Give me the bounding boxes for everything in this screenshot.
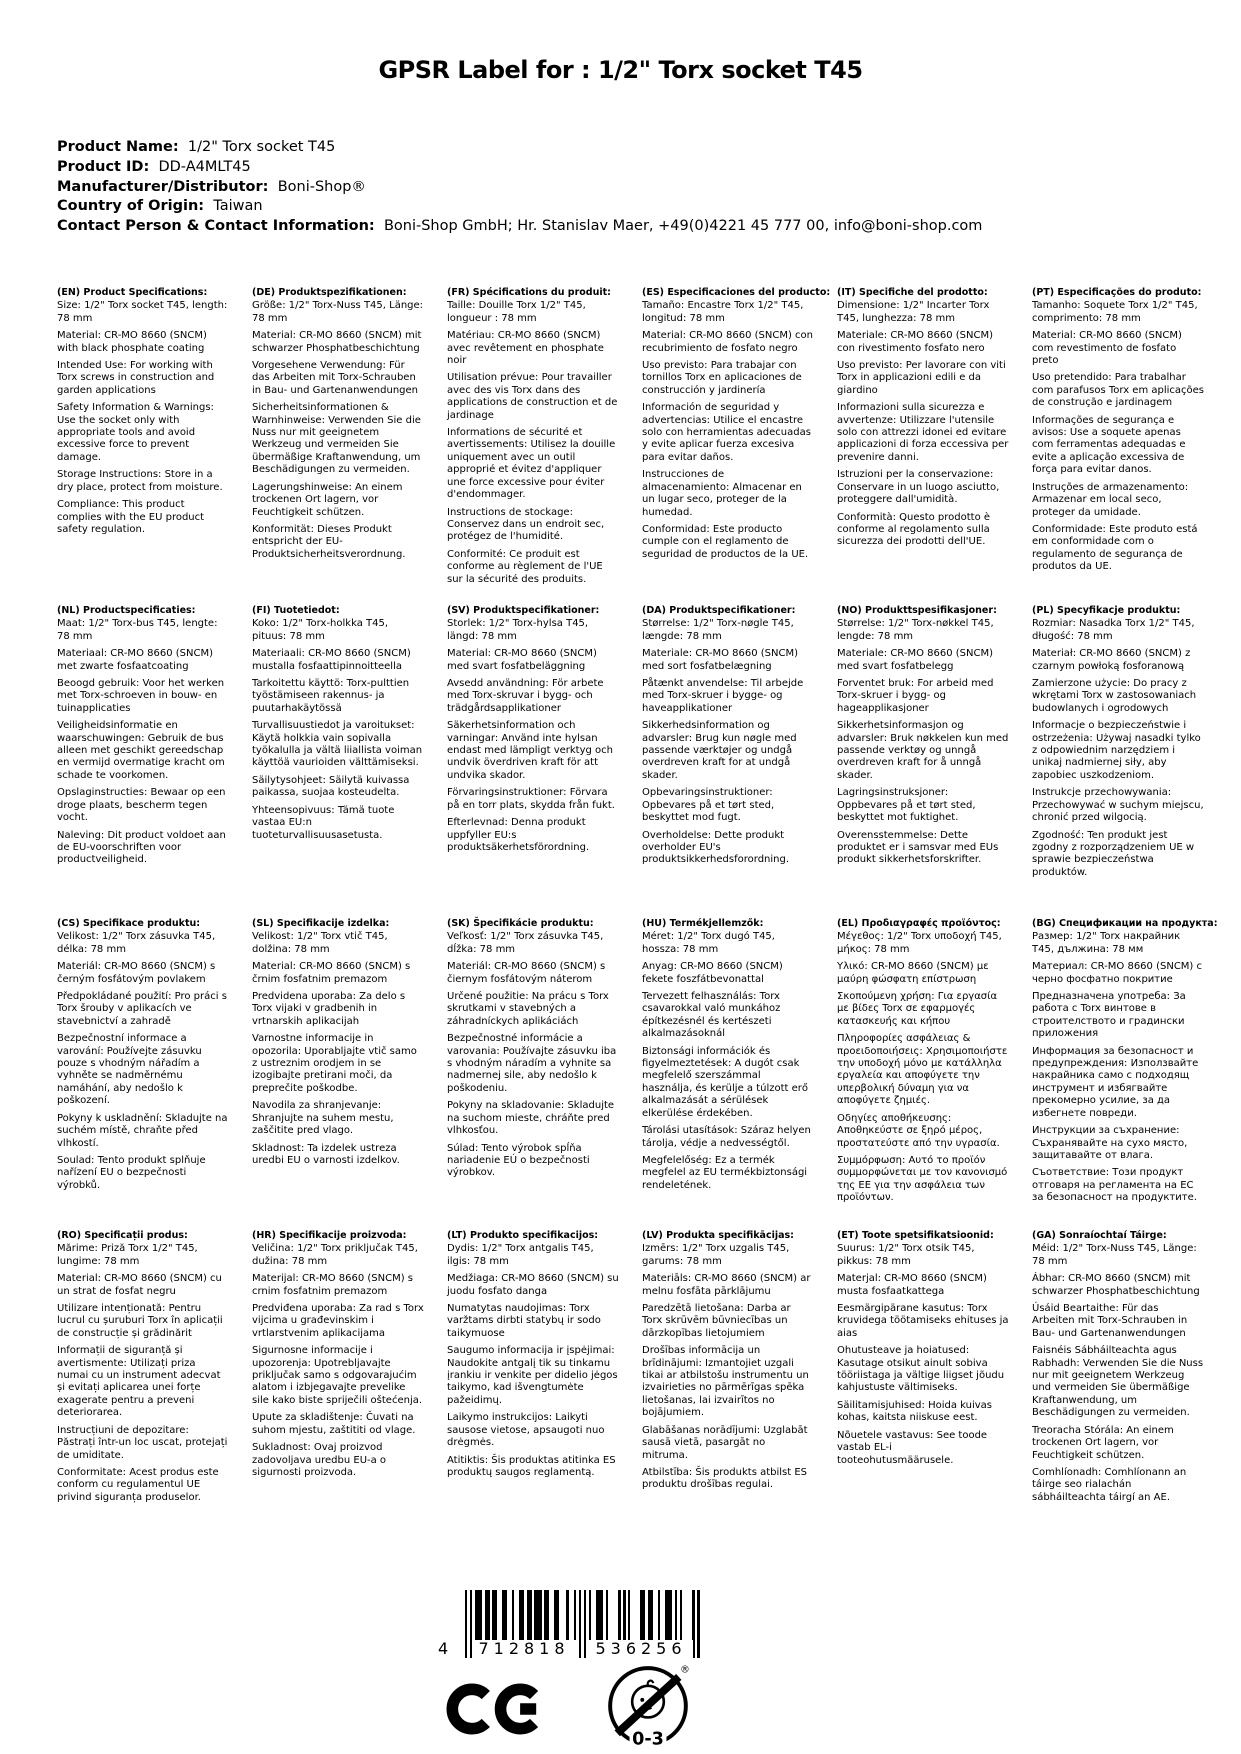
spec-paragraph: Conformidad: Este producto cumple con el reglamento de seguridad de productos de la UE. xyxy=(642,523,809,560)
barcode-bar xyxy=(618,1590,620,1645)
spec-paragraph: Pokyny na skladovanie: Skladujte na suchom mieste, chráňte pred vlhkosťou. xyxy=(447,1100,615,1137)
barcode-bar xyxy=(566,1590,568,1645)
spec-paragraph: Tamaño: Encastre Torx 1/2" T45, longitud: 78 mm xyxy=(642,300,804,324)
spec-paragraph: Tamanho: Soquete Torx 1/2" T45, comprimento: 78 mm xyxy=(1032,300,1198,324)
spec-paragraph: Materiale: CR-MO 8660 (SNCM) med svart fosfatbelegg xyxy=(837,648,994,672)
spec-paragraph: Uso pretendido: Para trabalhar com parafusos Torx em aplicações de construção e jardinagem xyxy=(1032,372,1205,409)
spec-heading: (EN) Product Specifications: xyxy=(57,287,208,298)
spec-paragraph: Súlad: Tento výrobok spĺňa nariadenie EÚ o bezpečnosti výrobkov. xyxy=(447,1142,590,1179)
spec-heading: (NO) Produkttspesifikasjoner: xyxy=(837,605,997,616)
spec-paragraph: Comhlíonadh: Comhlíonann an táirge seo rialachán sábháilteachta táirgí an AE. xyxy=(1032,1466,1187,1503)
spec-heading: (BG) Спецификации на продукта: xyxy=(1032,918,1218,929)
spec-block-es xyxy=(642,287,831,605)
spec-paragraph: Ábhar: CR-MO 8660 (SNCM) mit schwarzer Phosphatbeschichtung xyxy=(1032,1273,1200,1297)
spec-paragraph: Instrucțiuni de depozitare: Păstrați într-un loc uscat, protejați de umiditate. xyxy=(57,1424,228,1461)
spec-block-pl xyxy=(1032,605,1204,918)
field-value: Taiwan xyxy=(213,198,263,215)
spec-paragraph: Conformité: Ce produit est conforme au règlement de l'UE sur la sécurité des produits. xyxy=(447,548,603,585)
spec-heading: (FI) Tuotetiedot: xyxy=(252,605,340,616)
spec-paragraph: Förvaringsinstruktioner: Förvara på en torr plats, skydda från fukt. xyxy=(447,787,615,811)
barcode-bar xyxy=(697,1590,699,1658)
spec-heading: (EL) Προδιαγραφές προϊόντος: xyxy=(837,918,1001,929)
barcode-bar xyxy=(480,1590,482,1645)
barcode-bar xyxy=(628,1590,630,1645)
spec-paragraph: Инструкции за съхранение: Съхранявайте на сухо място, защитавайте от влага. xyxy=(1032,1125,1188,1161)
field-label: Product ID: xyxy=(57,158,150,175)
spec-paragraph: Paredzētā lietošana: Darba ar Torx skrūvēm būvniecības un dārzkopības lietojumiem xyxy=(642,1303,791,1339)
spec-block-it xyxy=(837,287,1009,605)
spec-heading: (RO) Specificații produs: xyxy=(57,1230,188,1241)
spec-block-sk xyxy=(447,918,619,1230)
spec-block-de xyxy=(252,287,424,605)
spec-paragraph: Conformitate: Acest produs este conform cu regulamentul UE privind siguranța produselor. xyxy=(57,1466,219,1503)
spec-paragraph: Anyag: CR-MO 8660 (SNCM) fekete foszfátbevonattal xyxy=(642,961,783,985)
spec-paragraph: Utilisation prévue: Pour travailler avec des vis Torx dans des applications de construction et de jardinage xyxy=(447,372,618,421)
spec-paragraph: Materiaal: CR-MO 8660 (SNCM) met zwarte fosfaatcoating xyxy=(57,648,213,672)
field-value: Boni-Shop® xyxy=(277,178,366,195)
spec-heading: (IT) Specifiche del prodotto: xyxy=(837,287,988,298)
spec-paragraph: Συμμόρφωση: Αυτό το προϊόν συμμορφώνεται με τον κανονισμό της ΕΕ για την ασφάλεια των προϊόντων. xyxy=(837,1154,1008,1204)
spec-paragraph: Compliance: This product complies with the EU product safety regulation. xyxy=(57,499,205,535)
spec-paragraph: Bezpečnostní informace a varování: Používejte zásuvku pouze s vhodným nářadím a vyhněte se nadměrnému namáhání, aby nedošlo k poškození. xyxy=(57,1033,202,1107)
spec-block-ro xyxy=(57,1230,229,1509)
spec-heading: (ES) Especificaciones del producto: xyxy=(642,287,831,298)
spec-heading: (PL) Specyfikacje produktu: xyxy=(1032,605,1181,616)
barcode-bar xyxy=(680,1590,682,1645)
spec-paragraph: Storlek: 1/2" Torx-hylsa T45, längd: 78 mm xyxy=(447,618,589,642)
spec-paragraph: Tarkoitettu käyttö: Torx-pulttien työstämiseen rakennus- ja puutarhakäytössä xyxy=(252,678,410,714)
barcode-bar xyxy=(650,1590,652,1645)
barcode-bar xyxy=(658,1590,660,1645)
spec-block-sl xyxy=(252,918,424,1230)
spec-paragraph: Overensstemmelse: Dette produktet er i samsvar med EUs produkt sikkerhetsforskrifter. xyxy=(837,829,999,866)
barcode-bar xyxy=(584,1590,586,1658)
spec-paragraph: Veľkosť: 1/2" Torx zásuvka T45, dĺžka: 78 mm xyxy=(447,931,604,955)
spec-paragraph: Informacje o bezpieczeństwie i ostrzeżenia: Używaj nasadki tylko z odpowiednim narzędziem i unikaj nadmiernej siły, aby zapobiec uszkodzeniom. xyxy=(1032,720,1201,781)
product-info-row xyxy=(57,217,1187,237)
spec-heading: (CS) Specifikace produktu: xyxy=(57,918,201,929)
spec-paragraph: Säkerhetsinformation och varningar: Använd inte hylsan endast med lämpligt verktyg och undvik överdriven kraft för att undvika skador. xyxy=(447,720,613,781)
spec-paragraph: Uso previsto: Para trabajar con tornillos Torx en aplicaciones de construcción y jardinería xyxy=(642,360,802,396)
spec-paragraph: Laikymo instrukcijos: Laikyti sausose vietose, apsaugoti nuo drėgmės. xyxy=(447,1412,605,1449)
spec-paragraph: Instructions de stockage: Conservez dans un endroit sec, protégez de l'humidité. xyxy=(447,506,605,543)
spec-block-hu xyxy=(642,918,814,1230)
spec-paragraph: Navodila za shranjevanje: Shranjujte na suhem mestu, zaščitite pred vlago. xyxy=(252,1100,394,1137)
spec-paragraph: Materjal: CR-MO 8660 (SNCM) musta fosfaatkattega xyxy=(837,1273,987,1297)
spec-paragraph: Påtænkt anvendelse: Til arbejde med Torx-skruer i bygge- og haveapplikationer xyxy=(642,678,804,714)
spec-block-fr xyxy=(447,287,619,605)
spec-block-fi xyxy=(252,605,424,918)
spec-paragraph: Velikost: 1/2" Torx zásuvka T45, délka: 78 mm xyxy=(57,931,216,955)
spec-paragraph: Suurus: 1/2" Torx otsik T45, pikkus: 78 mm xyxy=(837,1243,975,1267)
field-value: 1/2" Torx socket T45 xyxy=(187,139,336,155)
spec-heading: (HR) Specifikacije proizvoda: xyxy=(252,1230,407,1241)
spec-heading: (SL) Specifikacije izdelka: xyxy=(252,918,390,929)
spec-heading: (HU) Termékjellemzők: xyxy=(642,918,764,929)
spec-paragraph: Konformität: Dieses Produkt entspricht der EU-Produktsicherheitsverordnung. xyxy=(252,523,406,560)
spec-paragraph: Soulad: Tento produkt splňuje nařízení EU o bezpečnosti výrobků. xyxy=(57,1154,206,1191)
spec-block-lt xyxy=(447,1230,619,1509)
spec-paragraph: Koko: 1/2" Torx-holkka T45, pituus: 78 mm xyxy=(252,618,389,642)
spec-paragraph: Ohutusteave ja hoiatused: Kasutage otsikut ainult sobiva tööriistaga ja vältige liigset jõudu kahjustuste vältimiseks. xyxy=(837,1345,1005,1394)
spec-paragraph: Material: CR-MO 8660 (SNCM) med svart fosfatbeläggning xyxy=(447,648,597,672)
spec-paragraph: Størrelse: 1/2" Torx-nøgle T45, længde: 78 mm xyxy=(642,618,794,642)
ce-mark-icon xyxy=(446,1680,546,1742)
spec-paragraph: Bezpečnostné informácie a varovania: Používajte zásuvku iba s vhodným náradím a vyhnite sa nadmernej sile, aby nedošlo k poškodeniu. xyxy=(447,1033,617,1094)
spec-paragraph: Velikost: 1/2" Torx vtič T45, dolžina: 78 mm xyxy=(252,931,388,955)
spec-paragraph: Forventet bruk: For arbeid med Torx-skruer i bygg- og hageapplikasjoner xyxy=(837,678,994,714)
spec-paragraph: Treoracha Stórála: An einem trockenen Ort lagern, vor Feuchtigkeit schützen. xyxy=(1032,1424,1174,1461)
field-value: Boni-Shop GmbH; Hr. Stanislav Maer, +49(0)4221 45 777 00, info@boni-shop.com xyxy=(383,218,983,235)
spec-paragraph: Atbilstība: Šis produkts atbilst ES produktu drošības regulai. xyxy=(642,1466,808,1491)
spec-paragraph: Material: CR-MO 8660 (SNCM) con recubrimiento de fosfato negro xyxy=(642,330,813,354)
spec-block-bg xyxy=(1032,918,1218,1230)
spec-paragraph: Size: 1/2" Torx socket T45, length: 78 mm xyxy=(57,300,228,324)
spec-paragraph: Material: CR-MO 8660 (SNCM) with black phosphate coating xyxy=(57,330,207,354)
spec-paragraph: Predviđena uporaba: Za rad s Torx vijcima u građevinskim i vrtlarstvenim aplikacijama xyxy=(252,1303,424,1339)
spec-heading: (GA) Sonraíochtaí Táirge: xyxy=(1032,1230,1167,1241)
barcode-bar xyxy=(574,1590,576,1645)
spec-paragraph: Opslaginstructies: Bewaar op een droge plaats, bescherm tegen vocht. xyxy=(57,787,226,824)
spec-paragraph: Saugumo informacija ir įspėjimai: Naudokite antgalį tik su tinkamu įrankiu ir venkite per didelio jėgos taikymo, kad išvengtumėte pažeidimų. xyxy=(447,1345,618,1406)
spec-paragraph: Numatytas naudojimas: Torx varžtams dirbti statybų ir sodo taikymuose xyxy=(447,1303,601,1339)
spec-paragraph: Instruções de armazenamento: Armazenar em local seco, proteger da umidade. xyxy=(1032,481,1189,518)
spec-paragraph: Πληροφορίες ασφάλειας & προειδοποιήσεις: Χρησιμοποιήστε την υποδοχή μόνο με κατάλληλα εργαλεία και αποφύγετε την υπερβολική δύναμη για να αποφύγετε ζημιές. xyxy=(837,1033,1008,1107)
spec-heading: (DE) Produktspezifikationen: xyxy=(252,287,407,298)
spec-paragraph: Předpokládané použití: Pro práci s Torx šrouby v aplikacích ve stavebnictví a zahradě xyxy=(57,991,227,1027)
spec-paragraph: Οδηγίες αποθήκευσης: Αποθηκεύστε σε ξηρό μέρος, προστατεύστε από την υγρασία. xyxy=(837,1112,1000,1149)
spec-paragraph: Materijal: CR-MO 8660 (SNCM) s crnim fosfatnim premazom xyxy=(252,1273,414,1297)
spec-block-sv xyxy=(447,605,619,918)
spec-paragraph: Informações de segurança e avisos: Use a soquete apenas com ferramentas adequadas e evite a aplicação excessiva de força para evitar danos. xyxy=(1032,414,1186,476)
spec-paragraph: Materiaali: CR-MO 8660 (SNCM) mustalla fosfaattipinnoitteella xyxy=(252,648,411,672)
spec-paragraph: Съответствие: Този продукт отговаря на регламента на ЕС за безопасност на продуктите. xyxy=(1032,1167,1197,1204)
spec-paragraph: Informații de siguranță și avertismente: Utilizați priza numai cu un instrument adecvat și evitați aplicarea unei forțe exagerate pentru a preveni deteriorarea. xyxy=(57,1345,221,1419)
spec-paragraph: Rozmiar: Nasadka Torx 1/2" T45, długość: 78 mm xyxy=(1032,618,1195,642)
field-label: Manufacturer/Distributor: xyxy=(57,178,269,195)
spec-block-ga xyxy=(1032,1230,1204,1509)
spec-paragraph: Материал: CR-MO 8660 (SNCM) с черно фосфатно покритие xyxy=(1032,961,1203,985)
spec-paragraph: Uso previsto: Per lavorare con viti Torx in applicazioni edili e da giardino xyxy=(837,360,1006,396)
spec-paragraph: Vorgesehene Verwendung: Für das Arbeiten mit Torx-Schrauben in Bau- und Gartenanwendungen xyxy=(252,360,419,396)
spec-paragraph: Säilitamisjuhised: Hoida kuivas kohas, kaitsta niiskuse eest. xyxy=(837,1399,993,1424)
spec-heading: (LT) Produkto specifikacijos: xyxy=(447,1230,599,1241)
barcode-bar xyxy=(601,1590,603,1645)
spec-grid xyxy=(57,287,1218,1509)
barcode-first-digit: 4 xyxy=(438,1639,449,1658)
spec-paragraph: Sikkerhetsinformasjon og advarsler: Bruk nøkkelen kun med passende verktøy og unngå overdreven kraft for å unngå skader. xyxy=(837,720,1009,781)
spec-paragraph: Sikkerhedsinformation og advarsler: Brug kun nøgle med passende værktøjer og undgå overdreven kraft for at undgå skader. xyxy=(642,720,797,781)
spec-paragraph: Skladnost: Ta izdelek ustreza uredbi EU o varnosti izdelkov. xyxy=(252,1142,400,1166)
spec-paragraph: Veličina: 1/2" Torx priključak T45, dužina: 78 mm xyxy=(252,1243,418,1267)
spec-paragraph: Μέγεθος: 1/2" Torx υποδοχή T45, μήκος: 78 mm xyxy=(837,931,1002,955)
spec-paragraph: Zamierzone użycie: Do pracy z wkrętami Torx w zastosowaniach budowlanych i ogrodowych xyxy=(1032,678,1197,714)
product-info-row xyxy=(57,178,1187,198)
spec-paragraph: Lagringsinstruksjoner: Oppbevares på et tørt sted, beskyttet mot fuktighet. xyxy=(837,787,976,824)
spec-paragraph: Sukladnost: Ovaj proizvod zadovoljava uredbu EU-a o sigurnosti proizvoda. xyxy=(252,1442,387,1478)
age-warning-icon xyxy=(604,1662,692,1754)
barcode-bar xyxy=(487,1590,489,1645)
spec-paragraph: Intended Use: For working with Torx screws in construction and garden applications xyxy=(57,360,215,396)
spec-paragraph: Materiāls: CR-MO 8660 (SNCM) ar melnu fosfāta pārklājumu xyxy=(642,1273,811,1297)
barcode-bar xyxy=(495,1590,497,1645)
spec-paragraph: Yhteensopivuus: Tämä tuote vastaa EU:n tuoteturvallisuusasetusta. xyxy=(252,804,395,841)
spec-heading: (NL) Productspecificaties: xyxy=(57,605,196,616)
barcode-bar xyxy=(623,1590,625,1645)
spec-paragraph: Storage Instructions: Store in a dry place, protect from moisture. xyxy=(57,469,223,493)
spec-block-el xyxy=(837,918,1009,1230)
spec-paragraph: Turvallisuustiedot ja varoitukset: Käytä holkkia vain sopivalla työkalulla ja vältä liiallista voiman käyttöä vaurioiden välttämiseksi. xyxy=(252,720,423,769)
product-info-row xyxy=(57,197,1187,217)
spec-paragraph: Veiligheidsinformatie en waarschuwingen: Gebruik de bus alleen met geschikt gereedschap en vermijd overmatige kracht om schade te voorkomen. xyxy=(57,720,225,781)
spec-paragraph: Naleving: Dit product voldoet aan de EU-voorschriften voor productveiligheid. xyxy=(57,829,226,866)
barcode-bar xyxy=(465,1590,467,1658)
spec-paragraph: Eesmärgipärane kasutus: Torx kruvidega töötamiseks ehituses ja aias xyxy=(837,1303,1009,1339)
spec-heading: (LV) Produkta specifikācijas: xyxy=(642,1230,794,1241)
spec-paragraph: Информация за безопасност и предупреждения: Използвайте накрайника само с подходящ инструмент и избягвайте прекомерно усилие, за да избегнете повреди. xyxy=(1032,1045,1199,1119)
spec-paragraph: Safety Information & Warnings: Use the socket only with appropriate tools and avoid excessive force to prevent damage. xyxy=(57,402,214,463)
spec-paragraph: Materiale: CR-MO 8660 (SNCM) con rivestimento fosfato nero xyxy=(837,330,994,354)
spec-block-hr xyxy=(252,1230,424,1509)
spec-heading: (SK) Špecifikácie produktu: xyxy=(447,918,594,929)
spec-paragraph: Glabāšanas norādījumi: Uzglabāt sausā vietā, pasargāt no mitruma. xyxy=(642,1424,808,1461)
field-value: DD-A4MLT45 xyxy=(158,158,251,175)
spec-paragraph: Istruzioni per la conservazione: Conservare in un luogo asciutto, proteggere dall'umidità. xyxy=(837,469,1000,506)
spec-paragraph: Beoogd gebruik: Voor het werken met Torx-schroeven in bouw- en tuinapplicaties xyxy=(57,678,225,714)
spec-paragraph: Úsáid Beartaithe: Für das Arbeiten mit Torx-Schrauben in Bau- und Gartenanwendungen xyxy=(1032,1303,1188,1339)
spec-paragraph: Upute za skladištenje: Čuvati na suhom mjestu, zaštititi od vlage. xyxy=(252,1412,416,1436)
spec-paragraph: Matériau: CR-MO 8660 (SNCM) avec revêtement en phosphate noir xyxy=(447,330,604,367)
spec-paragraph: Conformidade: Este produto está em conformidade com o regulamento de segurança de produtos da UE. xyxy=(1032,523,1198,573)
spec-paragraph: Material: CR-MO 8660 (SNCM) com revestimento de fosfato preto xyxy=(1032,330,1182,367)
barcode-bar xyxy=(579,1590,581,1658)
barcode-bar xyxy=(522,1590,524,1645)
spec-paragraph: Materiál: CR-MO 8660 (SNCM) s čiernym fosfátovým náterom xyxy=(447,961,606,985)
spec-paragraph: Méret: 1/2" Torx dugó T45, hossza: 78 mm xyxy=(642,931,775,955)
spec-paragraph: Biztonsági információk és figyelmeztetések: A dugót csak megfelelő szerszámmal használja, és kerülje a túlzott erő alkalmazását a sérülések elkerülése érdekében. xyxy=(642,1045,809,1119)
spec-paragraph: Opbevaringsinstruktioner: Opbevares på et tørt sted, beskyttet mod fugt. xyxy=(642,787,775,824)
spec-paragraph: Megfelelőség: Ez a termék megfelel az EU termékbiztonsági rendeletének. xyxy=(642,1154,808,1191)
spec-heading: (PT) Especificações do produto: xyxy=(1032,287,1202,298)
spec-paragraph: Instrukcje przechowywania: Przechowywać w suchym miejscu, chronić przed wilgocią. xyxy=(1032,787,1204,824)
spec-paragraph: Zgodność: Ten produkt jest zgodny z rozporządzeniem UE w sprawie bezpieczeństwa produktów. xyxy=(1032,829,1195,878)
spec-paragraph: Material: CR-MO 8660 (SNCM) s črnim fosfatnim premazom xyxy=(252,961,411,985)
spec-paragraph: Medžiaga: CR-MO 8660 (SNCM) su juodu fosfato danga xyxy=(447,1273,619,1297)
spec-block-et xyxy=(837,1230,1009,1509)
spec-paragraph: Sicherheitsinformationen & Warnhinweise: Verwenden Sie die Nuss nur mit geeignetem Werkzeug und vermeiden Sie übermäßige Kraftanwendung, um Beschädigungen zu vermeiden. xyxy=(252,402,421,476)
barcode-bar xyxy=(556,1590,558,1645)
spec-paragraph: Informazioni sulla sicurezza e avvertenze: Utilizzare l'utensile solo con attrezzi idonei ed evitare applicazioni di forza eccessiva per prevenire danni. xyxy=(837,402,1009,463)
age-warning-label: 0-3 xyxy=(632,1729,664,1750)
ean13-barcode xyxy=(432,1590,702,1662)
spec-paragraph: Säilytysohjeet: Säilytä kuivassa paikassa, suojaa kosteudelta. xyxy=(252,774,410,799)
spec-paragraph: Υλικό: CR-MO 8660 (SNCM) με μαύρη φώσφατη επίστρωση xyxy=(837,961,989,985)
page-title: GPSR Label for : 1/2" Torx socket T45 xyxy=(378,56,863,84)
spec-paragraph: Größe: 1/2" Torx-Nuss T45, Länge: 78 mm xyxy=(252,300,424,324)
spec-paragraph: Størrelse: 1/2" Torx-nøkkel T45, lengde: 78 mm xyxy=(837,618,994,642)
spec-paragraph: Predvidena uporaba: Za delo s Torx vijaki v gradbenih in vrtnarskih aplikacijah xyxy=(252,991,406,1027)
spec-paragraph: Určené použitie: Na prácu s Torx skrutkami v stavebných a záhradníckych aplikáciách xyxy=(447,991,609,1027)
barcode-bar xyxy=(589,1590,591,1645)
spec-paragraph: Varnostne informacije in opozorila: Uporabljajte vtič samo z ustreznim orodjem in se izogibajte pretirani moči, da preprečite poškodbe. xyxy=(252,1033,417,1094)
barcode-bar xyxy=(606,1590,608,1645)
spec-block-no xyxy=(837,605,1009,918)
spec-paragraph: Efterlevnad: Denna produkt uppfyller EU:s produktsäkerhetsförordning. xyxy=(447,817,590,853)
spec-heading: (DA) Produktspecifikationer: xyxy=(642,605,796,616)
spec-paragraph: Overholdelse: Dette produkt overholder EU's produktsikkerhedsforordning. xyxy=(642,829,790,866)
spec-paragraph: Размер: 1/2" Torx накрайник T45, дължина: 78 мм xyxy=(1032,931,1181,955)
spec-heading: (FR) Spécifications du produit: xyxy=(447,287,611,298)
spec-paragraph: Información de seguridad y advertencias: Utilice el encastre solo con herramientas adecuadas y evite aplicar fuerza excesiva para evitar daños. xyxy=(642,402,811,463)
spec-heading: (ET) Toote spetsifikatsioonid: xyxy=(837,1230,994,1241)
spec-paragraph: Sigurnosne informacije i upozorenja: Upotrebljavajte priključak samo s odgovarajućim alatom i izbjegavajte prevelike sile kako biste spriječili oštećenja. xyxy=(252,1345,423,1406)
barcode-right-digits: 536256 xyxy=(589,1640,693,1658)
product-info-row xyxy=(57,158,1187,178)
barcode-bar xyxy=(539,1590,541,1645)
spec-paragraph: Materiál: CR-MO 8660 (SNCM) s černým fosfátovým povlakem xyxy=(57,961,216,985)
spec-paragraph: Utilizare intenționată: Pentru lucrul cu șuruburi Torx în aplicații de construcție și grădinărit xyxy=(57,1303,223,1339)
spec-block-nl xyxy=(57,605,229,918)
spec-paragraph: Conformità: Questo prodotto è conforme al regolamento sulla sicurezza dei prodotti dell'UE. xyxy=(837,511,991,548)
barcode-bar xyxy=(547,1590,549,1645)
field-label: Contact Person & Contact Information: xyxy=(57,218,375,235)
spec-paragraph: Materiał: CR-MO 8660 (SNCM) z czarnym powłoką fosforanową xyxy=(1032,648,1191,672)
registered-symbol: ® xyxy=(680,1664,690,1676)
barcode-bar xyxy=(512,1590,514,1645)
spec-paragraph: Maat: 1/2" Torx-bus T45, lengte: 78 mm xyxy=(57,618,218,642)
product-info-row xyxy=(57,138,1187,158)
barcode-left-digits: 712818 xyxy=(472,1640,576,1658)
spec-paragraph: Σκοπούμενη χρήση: Για εργασία με βίδες Torx σε εφαρμογές κατασκευής και κήπου xyxy=(837,991,998,1027)
spec-paragraph: Faisnéis Sábháilteachta agus Rabhadh: Verwenden Sie die Nuss nur mit geeignetem Werkzeug und vermeiden Sie übermäßige Kraftanwendung, um Beschädigungen zu vermeiden. xyxy=(1032,1345,1204,1419)
spec-heading: (SV) Produktspecifikationer: xyxy=(447,605,600,616)
spec-block-lv xyxy=(642,1230,814,1509)
spec-paragraph: Avsedd användning: För arbete med Torx-skruvar i bygg- och trädgårdsapplikationer xyxy=(447,678,604,714)
spec-paragraph: Instrucciones de almacenamiento: Almacenar en un lugar seco, proteger de la humedad. xyxy=(642,469,802,518)
barcode-bar xyxy=(505,1590,507,1645)
spec-block-cs xyxy=(57,918,229,1230)
spec-paragraph: Tervezett felhasználás: Torx csavarokkal való munkához építkezésnél és kertészeti alkalmazásoknál xyxy=(642,991,781,1040)
spec-paragraph: Izmērs: 1/2" Torx uzgalis T45, garums: 78 mm xyxy=(642,1243,790,1267)
spec-paragraph: Informations de sécurité et avertissements: Utilisez la douille uniquement avec un outil approprié et évitez d'appliquer une force excessive pour éviter d'endommager. xyxy=(447,427,616,501)
spec-paragraph: Material: CR-MO 8660 (SNCM) cu un strat de fosfat negru xyxy=(57,1273,222,1297)
spec-paragraph: Mărime: Priză Torx 1/2" T45, lungime: 78 mm xyxy=(57,1243,198,1267)
barcode-bar xyxy=(675,1590,677,1645)
spec-paragraph: Materiale: CR-MO 8660 (SNCM) med sort fosfatbelægning xyxy=(642,648,799,672)
barcode-bar xyxy=(643,1590,645,1645)
spec-paragraph: Material: CR-MO 8660 (SNCM) mit schwarzer Phosphatbeschichtung xyxy=(252,330,422,354)
field-label: Country of Origin: xyxy=(57,198,205,215)
spec-paragraph: Drošības informācija un brīdinājumi: Izmantojiet uzgali tikai ar atbilstošu instrumentu un izvairieties no pārmērīgas spēka lietošanas, lai izvairītos no bojājumiem. xyxy=(642,1345,809,1419)
spec-paragraph: Tárolási utasítások: Száraz helyen tárolja, védje a nedvességtől. xyxy=(642,1125,811,1149)
spec-block-da xyxy=(642,605,814,918)
spec-paragraph: Taille: Douille Torx 1/2" T45, longueur : 78 mm xyxy=(447,300,586,324)
spec-paragraph: Dimensione: 1/2" Incarter Torx T45, lunghezza: 78 mm xyxy=(837,300,990,324)
spec-paragraph: Dydis: 1/2" Torx antgalis T45, ilgis: 78 mm xyxy=(447,1243,594,1267)
spec-paragraph: Méid: 1/2" Torx-Nuss T45, Länge: 78 mm xyxy=(1032,1243,1197,1267)
spec-block-pt xyxy=(1032,287,1204,605)
spec-paragraph: Предназначена употреба: За работа с Torx винтове в строителството и градински приложения xyxy=(1032,991,1186,1040)
spec-paragraph: Pokyny k uskladnění: Skladujte na suchém místě, chraňte před vlhkostí. xyxy=(57,1112,228,1149)
barcode-bar xyxy=(529,1590,531,1645)
spec-paragraph: Atitiktis: Šis produktas atitinka ES produktų saugos reglamentą. xyxy=(447,1454,616,1478)
product-info xyxy=(57,138,1187,237)
spec-block-en xyxy=(57,287,229,605)
spec-paragraph: Lagerungshinweise: An einem trockenen Ort lagern, vor Feuchtigkeit schützen. xyxy=(252,481,403,518)
spec-paragraph: Nõuetele vastavus: See toode vastab EL-i tooteohutusmäärusele. xyxy=(837,1429,988,1466)
barcode-bar xyxy=(670,1590,672,1645)
field-label: Product Name: xyxy=(57,139,179,155)
